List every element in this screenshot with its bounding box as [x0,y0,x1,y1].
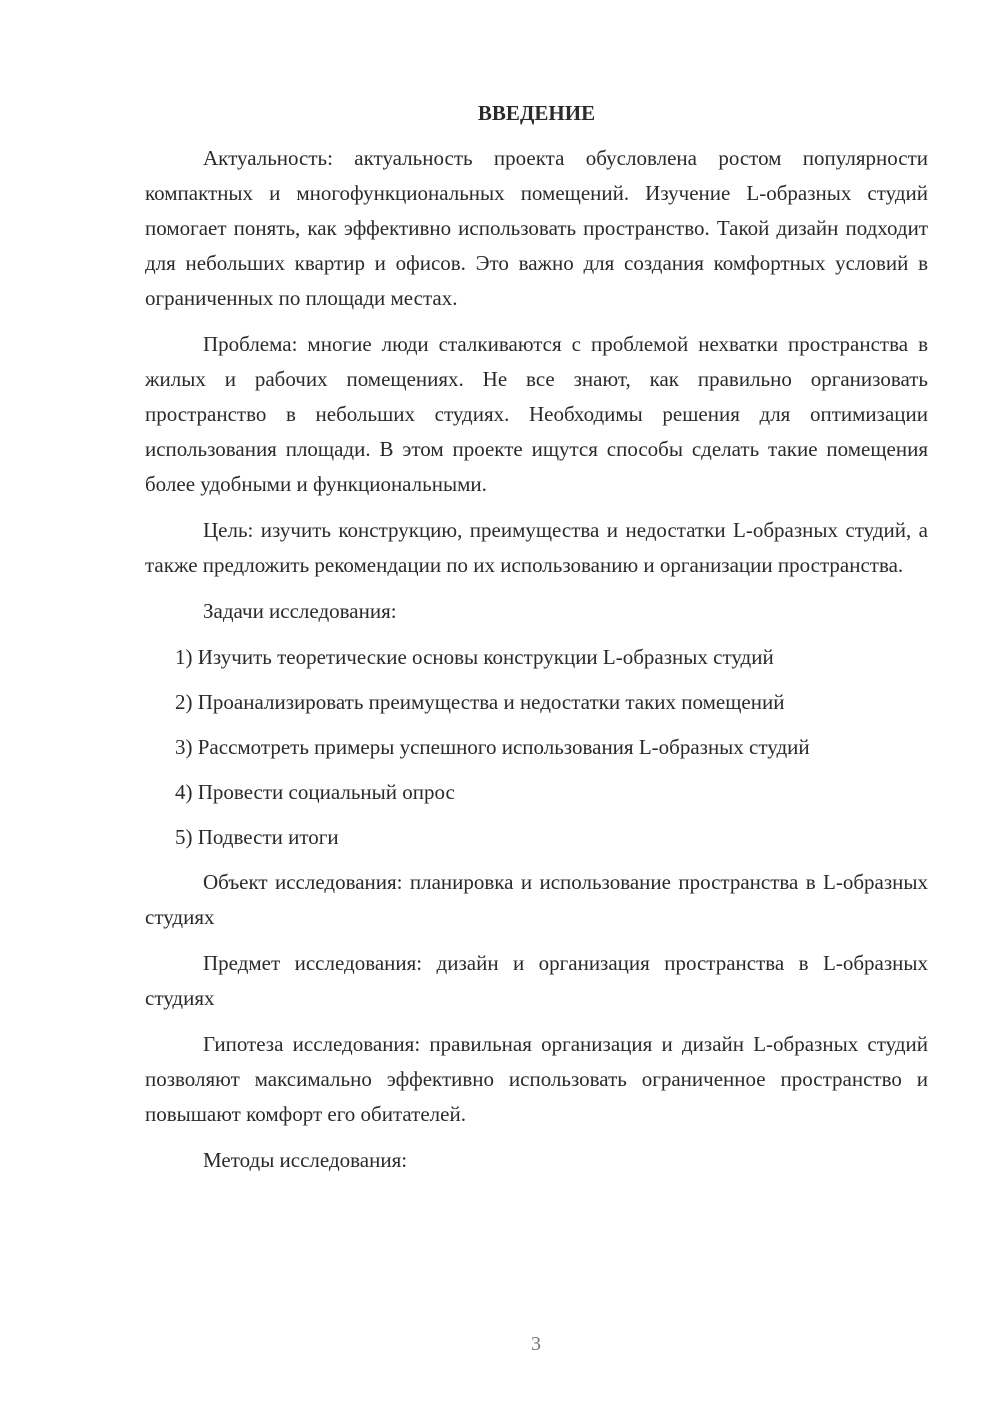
paragraph-subject: Предмет исследования: дизайн и организация пространства в L-образных студиях [145,951,928,1010]
section-title: ВВЕДЕНИЕ [477,101,596,125]
list-item: 2) Проанализировать преимущества и недостатки таких помещений [175,690,785,714]
tasks-list [145,640,928,855]
paragraph-goal: Цель: изучить конструкцию, преимущества и недостатки L-образных студий, а также предложить рекомендации по их использованию и организации пространства. [145,518,928,577]
list-item: 4) Провести социальный опрос [175,780,455,804]
page-number: 3 [531,1333,541,1355]
tasks-heading: Задачи исследования: [203,599,397,623]
list-item: 1) Изучить теоретические основы конструкции L-образных студий [175,645,774,669]
paragraph-object: Объект исследования: планировка и использование пространства в L-образных студиях [145,870,928,929]
document-page [145,96,928,1189]
paragraph-relevance: Актуальность: актуальность проекта обусловлена ростом популярности компактных и многофункциональных помещений. Изучение L-образных студий помогает понять, как эффективно использовать пространство. Такой дизайн подходит для небольших квартир и офисов. Это важно для создания комфортных условий в ограниченных по площади местах. [145,146,928,310]
methods-heading: Методы исследования: [203,1148,408,1172]
list-item: 3) Рассмотреть примеры успешного использования L-образных студий [175,735,810,759]
paragraph-hypothesis: Гипотеза исследования: правильная организация и дизайн L-образных студий позволяют максимально эффективно использовать ограниченное пространство и повышают комфорт его обитателей. [145,1032,928,1126]
paragraph-problem: Проблема: многие люди сталкиваются с проблемой нехватки пространства в жилых и рабочих помещениях. Не все знают, как правильно организовать пространство в небольших студиях. Необходимы решения для оптимизации использования площади. В этом проекте ищутся способы сделать такие помещения более удобными и функциональными. [145,332,928,496]
list-item: 5) Подвести итоги [175,825,339,849]
